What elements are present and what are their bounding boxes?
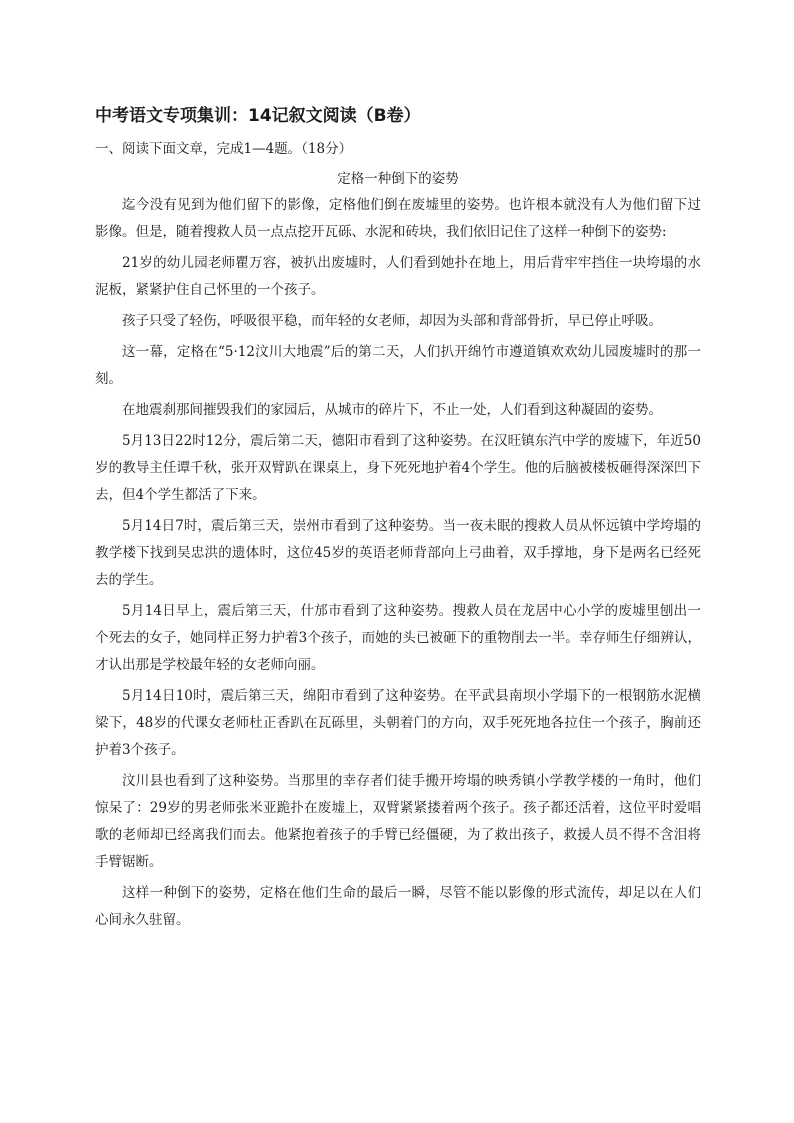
section-heading: 一、阅读下面文章，完成1—4题。（18分）: [95, 141, 353, 157]
paragraph-8: 5月14日早上，震后第三天，什邡市看到了这种姿势。搜救人员在龙居中心小学的废墟里刨出一个死去的女子，她同样正努力护着3个孩子，而她的头已被砸下的重物削去一半。幸存师生仔细辨认，才认出那是学校最年轻的女老师向丽。: [95, 603, 701, 673]
article-body: [95, 192, 701, 934]
paragraph-9: 5月14日10时，震后第三天，绵阳市看到了这种姿势。在平武县南坝小学塌下的一根钢筋水泥横梁下，48岁的代课女老师杜正香趴在瓦砾里，头朝着门的方向，双手死死地各拉住一个孩子，胸前还护着3个孩子。: [95, 688, 701, 758]
paragraph-7: 5月14日7时，震后第三天，崇州市看到了这种姿势。当一夜未眠的搜救人员从怀远镇中学垮塌的教学楼下找到吴忠洪的遗体时，这位45岁的英语老师背部向上弓曲着，双手撑地，身下是两名已经死去的学生。: [95, 518, 701, 588]
paragraph-10: 汶川县也看到了这种姿势。当那里的幸存者们徒手搬开垮塌的映秀镇小学教学楼的一角时，他们惊呆了：29岁的男老师张米亚跪扑在废墟上，双臂紧紧搂着两个孩子。孩子都还活着，这位平时爱唱歌的老师却已经离我们而去。他紧抱着孩子的手臂已经僵硬，为了救出孩子，救援人员不得不含泪将手臂锯断。: [95, 773, 701, 870]
document-page: [95, 102, 701, 938]
paragraph-3: 孩子只受了轻伤，呼吸很平稳，而年轻的女老师，却因为头部和背部骨折，早已停止呼吸。: [122, 313, 662, 329]
paragraph-6: 5月13日22时12分，震后第二天，德阳市看到了这种姿势。在汉旺镇东汽中学的废墟下，年近50岁的教导主任谭千秋，张开双臂趴在课桌上，身下死死地护着4个学生。他的后脑被楼板砸得深深凹下去，但4个学生都活了下来。: [95, 433, 701, 503]
article-title: 定格一种倒下的姿势: [337, 171, 459, 187]
paragraph-4: 这一幕，定格在“5·12汶川大地震”后的第二天，人们扒开绵竹市遵道镇欢欢幼儿园废墟时的那一刻。: [95, 344, 701, 387]
document-title: 中考语文专项集训：14记叙文阅读（B卷）: [95, 106, 421, 126]
paragraph-2: 21岁的幼儿园老师瞿万容，被扒出废墟时，人们看到她扑在地上，用后背牢牢挡住一块垮塌的水泥板，紧紧护住自己怀里的一个孩子。: [95, 255, 701, 298]
paragraph-5: 在地震刹那间摧毁我们的家园后，从城市的碎片下，不止一处，人们看到这种凝固的姿势。: [122, 402, 662, 418]
paragraph-1: 迄今没有见到为他们留下的影像，定格他们倒在废墟里的姿势。也许根本就没有人为他们留下过影像。但是，随着搜救人员一点点挖开瓦砾、水泥和砖块，我们依旧记住了这样一种倒下的姿势:: [95, 197, 701, 240]
paragraph-11: 这样一种倒下的姿势，定格在他们生命的最后一瞬，尽管不能以影像的形式流传，却足以在人们心间永久驻留。: [95, 885, 701, 928]
